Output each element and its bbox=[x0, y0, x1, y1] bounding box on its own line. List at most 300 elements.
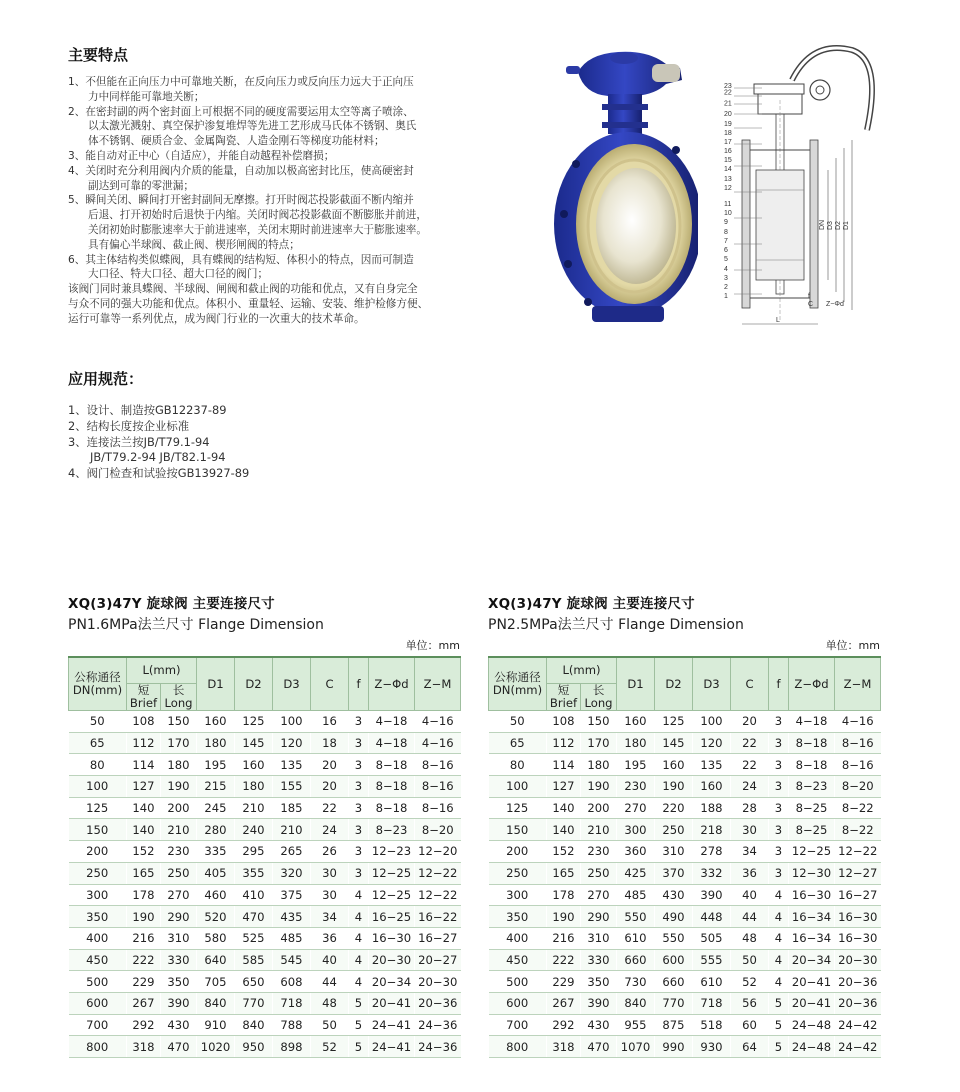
table-cell: 20 bbox=[311, 776, 349, 798]
table-cell: 185 bbox=[273, 797, 311, 819]
table-row bbox=[69, 862, 461, 884]
table-cell: 4−16 bbox=[835, 711, 881, 733]
table-cell: 435 bbox=[273, 906, 311, 928]
table-cell: 20−41 bbox=[369, 992, 415, 1014]
table-cell: 250 bbox=[161, 862, 197, 884]
table-cell: 3 bbox=[349, 797, 369, 819]
table-cell: 4 bbox=[349, 971, 369, 993]
table-cell: 65 bbox=[69, 732, 127, 754]
table-cell: 240 bbox=[235, 819, 273, 841]
table-row bbox=[69, 797, 461, 819]
table-cell: 230 bbox=[581, 841, 617, 863]
part-number: 22 bbox=[724, 89, 732, 97]
table-cell: 24−48 bbox=[789, 1036, 835, 1058]
table-cell: 875 bbox=[655, 1014, 693, 1036]
table-subtitle: PN1.6MPa法兰尺寸 Flange Dimension bbox=[68, 617, 324, 633]
table-cell: 190 bbox=[161, 776, 197, 798]
col-l-brief: 短 Brief bbox=[547, 684, 581, 711]
table-cell: 150 bbox=[581, 711, 617, 733]
table-row bbox=[489, 819, 881, 841]
table-cell: 610 bbox=[617, 927, 655, 949]
features-line: 力中同样能可靠地关断； bbox=[88, 90, 205, 103]
table-cell: 3 bbox=[349, 819, 369, 841]
table-cell: 270 bbox=[617, 797, 655, 819]
table-row bbox=[69, 1036, 461, 1058]
table-row bbox=[489, 971, 881, 993]
application-line: 2、结构长度按企业标准 bbox=[68, 418, 190, 433]
table-cell: 400 bbox=[69, 927, 127, 949]
table-cell: 112 bbox=[547, 732, 581, 754]
col-zm: Z−M bbox=[415, 657, 461, 711]
table-subtitle: PN2.5MPa法兰尺寸 Flange Dimension bbox=[488, 617, 744, 633]
table-cell: 505 bbox=[693, 927, 731, 949]
table-cell: 20−41 bbox=[789, 992, 835, 1014]
table-cell: 50 bbox=[731, 949, 769, 971]
table-cell: 50 bbox=[489, 711, 547, 733]
table-cell: 229 bbox=[547, 971, 581, 993]
table-cell: 12−25 bbox=[369, 884, 415, 906]
features-line: 6、其主体结构类似蝶阀，具有蝶阀的结构短、体积小的特点，因而可制造 bbox=[68, 253, 414, 266]
table-cell: 5 bbox=[769, 1036, 789, 1058]
dim-dn: DN bbox=[819, 219, 826, 230]
table-cell: 20 bbox=[311, 754, 349, 776]
features-line: 体不锈钢、硬质合金、金属陶瓷、人造金刚石等梯度功能材料； bbox=[88, 135, 385, 148]
table-cell: 700 bbox=[489, 1014, 547, 1036]
table-cell: 318 bbox=[547, 1036, 581, 1058]
table-cell: 660 bbox=[655, 971, 693, 993]
table-cell: 12−25 bbox=[369, 862, 415, 884]
table-cell: 4 bbox=[349, 884, 369, 906]
table-cell: 24−41 bbox=[369, 1014, 415, 1036]
table-row bbox=[489, 1036, 881, 1058]
col-d2: D2 bbox=[655, 657, 693, 711]
table-cell: 267 bbox=[547, 992, 581, 1014]
table-cell: 16−30 bbox=[369, 927, 415, 949]
table-cell: 44 bbox=[311, 971, 349, 993]
table-cell: 50 bbox=[311, 1014, 349, 1036]
table-cell: 610 bbox=[693, 971, 731, 993]
table-cell: 160 bbox=[617, 711, 655, 733]
table-row bbox=[69, 949, 461, 971]
table-cell: 190 bbox=[547, 906, 581, 928]
table-cell: 12−22 bbox=[835, 841, 881, 863]
table-cell: 48 bbox=[311, 992, 349, 1014]
table-cell: 22 bbox=[311, 797, 349, 819]
table-cell: 12−22 bbox=[415, 862, 461, 884]
table-cell: 108 bbox=[127, 711, 161, 733]
table-cell: 8−20 bbox=[415, 819, 461, 841]
table-cell: 8−18 bbox=[789, 732, 835, 754]
table-cell: 5 bbox=[349, 992, 369, 1014]
features-line: 以太激光溅射、真空保护渗复堆焊等先进工艺形成马氏体不锈钢、奥氏 bbox=[88, 120, 417, 133]
table-cell: 16 bbox=[311, 711, 349, 733]
table-cell: 229 bbox=[127, 971, 161, 993]
table-cell: 215 bbox=[197, 776, 235, 798]
dim-f: f bbox=[808, 293, 810, 300]
table-cell: 8−16 bbox=[835, 732, 881, 754]
table-cell: 4 bbox=[769, 906, 789, 928]
table-cell: 230 bbox=[161, 841, 197, 863]
part-number: 2 bbox=[724, 284, 728, 291]
table-cell: 4−18 bbox=[369, 711, 415, 733]
table-cell: 64 bbox=[731, 1036, 769, 1058]
table-cell: 520 bbox=[197, 906, 235, 928]
table-cell: 840 bbox=[235, 1014, 273, 1036]
table-row bbox=[489, 711, 881, 733]
application-line: 4、阀门检查和试验按GB13927-89 bbox=[68, 466, 250, 481]
table-cell: 36 bbox=[731, 862, 769, 884]
features-line: 具有偏心半球阀、截止阀、楔形闸阀的特点； bbox=[88, 238, 300, 251]
table-cell: 470 bbox=[581, 1036, 617, 1058]
features-line: 大口径、特大口径、超大口径的阀门； bbox=[88, 268, 269, 281]
part-number: 6 bbox=[724, 247, 728, 254]
col-d1: D1 bbox=[197, 657, 235, 711]
table-row bbox=[489, 862, 881, 884]
table-unit: 单位：mm bbox=[405, 639, 460, 652]
table-cell: 16−30 bbox=[835, 927, 881, 949]
table-cell: 24 bbox=[731, 776, 769, 798]
table-cell: 840 bbox=[197, 992, 235, 1014]
table-cell: 24−42 bbox=[835, 1014, 881, 1036]
table-cell: 350 bbox=[69, 906, 127, 928]
table-row bbox=[69, 927, 461, 949]
features-line: 该阀门同时兼具蝶阀、半球阀、闸阀和截止阀的功能和优点，又有自身完全 bbox=[68, 283, 418, 296]
part-number: 3 bbox=[724, 275, 728, 282]
table-cell: 460 bbox=[197, 884, 235, 906]
table-cell: 4−16 bbox=[415, 711, 461, 733]
table-cell: 12−22 bbox=[415, 884, 461, 906]
table-cell: 270 bbox=[161, 884, 197, 906]
table-cell: 8−16 bbox=[415, 754, 461, 776]
features-section bbox=[68, 44, 548, 327]
table-cell: 24−36 bbox=[415, 1014, 461, 1036]
part-number: 19 bbox=[724, 121, 732, 128]
table-row bbox=[69, 884, 461, 906]
table-cell: 4 bbox=[769, 971, 789, 993]
table-cell: 1070 bbox=[617, 1036, 655, 1058]
features-line: 4、关闭时充分利用阀内介质的能量，自动加以极高密封比压，使高硬密封 bbox=[68, 164, 414, 177]
table-cell: 3 bbox=[769, 841, 789, 863]
table-cell: 4−18 bbox=[369, 732, 415, 754]
table-cell: 8−18 bbox=[369, 776, 415, 798]
table-cell: 300 bbox=[69, 884, 127, 906]
table-cell: 485 bbox=[617, 884, 655, 906]
table-cell: 450 bbox=[69, 949, 127, 971]
table-cell: 580 bbox=[197, 927, 235, 949]
table-row bbox=[489, 841, 881, 863]
table-cell: 222 bbox=[127, 949, 161, 971]
table-cell: 16−34 bbox=[789, 927, 835, 949]
table-cell: 20−36 bbox=[835, 971, 881, 993]
table-cell: 3 bbox=[349, 732, 369, 754]
table-cell: 20−34 bbox=[369, 971, 415, 993]
features-line: 2、在密封副的两个密封面上可根据不同的硬度需要运用太空等离子喷涂、 bbox=[68, 105, 414, 118]
table-cell: 52 bbox=[731, 971, 769, 993]
table-cell: 8−22 bbox=[835, 797, 881, 819]
table-cell: 100 bbox=[693, 711, 731, 733]
part-number: 5 bbox=[724, 256, 728, 263]
table-cell: 300 bbox=[617, 819, 655, 841]
table-cell: 390 bbox=[161, 992, 197, 1014]
table-cell: 120 bbox=[693, 732, 731, 754]
table-cell: 216 bbox=[547, 927, 581, 949]
table-row bbox=[69, 776, 461, 798]
table-cell: 222 bbox=[547, 949, 581, 971]
table-cell: 290 bbox=[581, 906, 617, 928]
part-number: 7 bbox=[724, 238, 728, 245]
table-cell: 8−23 bbox=[789, 776, 835, 798]
features-line: 副达到可靠的零泄漏； bbox=[88, 179, 194, 192]
table-cell: 490 bbox=[655, 906, 693, 928]
table-cell: 12−30 bbox=[789, 862, 835, 884]
table-row bbox=[489, 1014, 881, 1036]
table-cell: 22 bbox=[731, 732, 769, 754]
table-cell: 216 bbox=[127, 927, 161, 949]
table-cell: 730 bbox=[617, 971, 655, 993]
table-cell: 292 bbox=[547, 1014, 581, 1036]
table-cell: 292 bbox=[127, 1014, 161, 1036]
table-cell: 3 bbox=[769, 776, 789, 798]
table-cell: 600 bbox=[489, 992, 547, 1014]
table-title: XQ(3)47Y 旋球阀 主要连接尺寸 bbox=[488, 596, 695, 612]
part-number: 10 bbox=[724, 210, 732, 217]
table-cell: 26 bbox=[311, 841, 349, 863]
table-cell: 8−20 bbox=[835, 776, 881, 798]
features-line: 1、不但能在正向压力中可靠地关断，在反向压力或反向压力远大于正向压 bbox=[68, 76, 414, 88]
table-cell: 448 bbox=[693, 906, 731, 928]
table-cell: 390 bbox=[581, 992, 617, 1014]
table-cell: 230 bbox=[617, 776, 655, 798]
col-z: Z−Φd bbox=[369, 657, 415, 711]
table-cell: 950 bbox=[235, 1036, 273, 1058]
table-cell: 178 bbox=[547, 884, 581, 906]
table-cell: 170 bbox=[161, 732, 197, 754]
table-cell: 65 bbox=[489, 732, 547, 754]
table-cell: 840 bbox=[617, 992, 655, 1014]
part-number: 12 bbox=[724, 185, 732, 192]
table-cell: 350 bbox=[581, 971, 617, 993]
table-cell: 1020 bbox=[197, 1036, 235, 1058]
table-cell: 608 bbox=[273, 971, 311, 993]
table-cell: 20−30 bbox=[369, 949, 415, 971]
table-row bbox=[69, 754, 461, 776]
table-cell: 200 bbox=[161, 797, 197, 819]
table-cell: 335 bbox=[197, 841, 235, 863]
table-cell: 5 bbox=[349, 1036, 369, 1058]
table-cell: 8−25 bbox=[789, 819, 835, 841]
table-cell: 470 bbox=[161, 1036, 197, 1058]
table-cell: 114 bbox=[547, 754, 581, 776]
table-cell: 155 bbox=[273, 776, 311, 798]
table-cell: 290 bbox=[161, 906, 197, 928]
table-cell: 150 bbox=[69, 819, 127, 841]
part-number: 9 bbox=[724, 219, 728, 226]
table-row bbox=[489, 906, 881, 928]
col-d1: D1 bbox=[617, 657, 655, 711]
table-cell: 4 bbox=[769, 949, 789, 971]
table-cell: 145 bbox=[655, 732, 693, 754]
table-cell: 140 bbox=[547, 819, 581, 841]
dim-z: Z−Φd bbox=[826, 301, 844, 308]
table-cell: 4−16 bbox=[415, 732, 461, 754]
table-cell: 8−16 bbox=[415, 776, 461, 798]
table-cell: 525 bbox=[235, 927, 273, 949]
table-cell: 555 bbox=[693, 949, 731, 971]
table-cell: 245 bbox=[197, 797, 235, 819]
table-cell: 160 bbox=[693, 776, 731, 798]
table-cell: 190 bbox=[655, 776, 693, 798]
table-cell: 210 bbox=[273, 819, 311, 841]
table-cell: 550 bbox=[655, 927, 693, 949]
table-cell: 140 bbox=[127, 819, 161, 841]
table-row bbox=[69, 906, 461, 928]
table-cell: 3 bbox=[349, 711, 369, 733]
table-cell: 450 bbox=[489, 949, 547, 971]
table-row bbox=[489, 754, 881, 776]
table-cell: 188 bbox=[693, 797, 731, 819]
table-cell: 3 bbox=[769, 862, 789, 884]
table-cell: 8−16 bbox=[415, 797, 461, 819]
part-number: 21 bbox=[724, 100, 732, 108]
table-title: XQ(3)47Y 旋球阀 主要连接尺寸 bbox=[68, 596, 275, 612]
table-cell: 410 bbox=[235, 884, 273, 906]
table-cell: 114 bbox=[127, 754, 161, 776]
table-cell: 44 bbox=[731, 906, 769, 928]
table-cell: 660 bbox=[617, 949, 655, 971]
table-cell: 48 bbox=[731, 927, 769, 949]
table-cell: 930 bbox=[693, 1036, 731, 1058]
table-cell: 125 bbox=[655, 711, 693, 733]
dim-d2: D2 bbox=[835, 221, 842, 230]
table-cell: 140 bbox=[127, 797, 161, 819]
table-cell: 3 bbox=[769, 797, 789, 819]
table-cell: 16−22 bbox=[415, 906, 461, 928]
table-cell: 4−18 bbox=[789, 711, 835, 733]
table-cell: 8−18 bbox=[369, 797, 415, 819]
col-dn: 公称通径 DN(mm) bbox=[489, 657, 547, 711]
table-cell: 370 bbox=[655, 862, 693, 884]
table-cell: 8−16 bbox=[835, 754, 881, 776]
table-cell: 218 bbox=[693, 819, 731, 841]
table-cell: 12−25 bbox=[789, 841, 835, 863]
table-cell: 200 bbox=[489, 841, 547, 863]
table-cell: 800 bbox=[489, 1036, 547, 1058]
table-row bbox=[489, 797, 881, 819]
table-cell: 165 bbox=[547, 862, 581, 884]
table-cell: 200 bbox=[69, 841, 127, 863]
table-cell: 470 bbox=[235, 906, 273, 928]
table-row bbox=[69, 1014, 461, 1036]
dim-c: C bbox=[808, 301, 814, 308]
table-cell: 8−22 bbox=[835, 819, 881, 841]
table-cell: 16−34 bbox=[789, 906, 835, 928]
table-cell: 160 bbox=[235, 754, 273, 776]
table-cell: 310 bbox=[161, 927, 197, 949]
table-cell: 250 bbox=[655, 819, 693, 841]
table-cell: 12−27 bbox=[835, 862, 881, 884]
table-cell: 375 bbox=[273, 884, 311, 906]
table-cell: 718 bbox=[273, 992, 311, 1014]
table-cell: 140 bbox=[547, 797, 581, 819]
table-cell: 3 bbox=[349, 862, 369, 884]
table-cell: 24−41 bbox=[369, 1036, 415, 1058]
table-cell: 518 bbox=[693, 1014, 731, 1036]
table-cell: 430 bbox=[581, 1014, 617, 1036]
table-cell: 278 bbox=[693, 841, 731, 863]
table-cell: 100 bbox=[489, 776, 547, 798]
table-cell: 18 bbox=[311, 732, 349, 754]
col-l-brief: 短 Brief bbox=[127, 684, 161, 711]
table-cell: 150 bbox=[161, 711, 197, 733]
table-row bbox=[489, 776, 881, 798]
table-cell: 24−48 bbox=[789, 1014, 835, 1036]
table-cell: 125 bbox=[489, 797, 547, 819]
table-cell: 34 bbox=[311, 906, 349, 928]
part-number: 14 bbox=[724, 166, 732, 173]
col-f: f bbox=[769, 657, 789, 711]
table-cell: 770 bbox=[235, 992, 273, 1014]
table-unit: 单位：mm bbox=[825, 639, 880, 652]
part-number: 20 bbox=[724, 111, 732, 118]
valve-photo bbox=[548, 44, 698, 324]
table-row bbox=[69, 841, 461, 863]
table-cell: 650 bbox=[235, 971, 273, 993]
table-cell: 350 bbox=[161, 971, 197, 993]
table-row bbox=[69, 992, 461, 1014]
table-cell: 190 bbox=[581, 776, 617, 798]
table-cell: 400 bbox=[489, 927, 547, 949]
part-number: 8 bbox=[724, 229, 728, 236]
table-cell: 320 bbox=[273, 862, 311, 884]
part-number: 18 bbox=[724, 130, 732, 137]
table-cell: 250 bbox=[69, 862, 127, 884]
table-cell: 16−25 bbox=[369, 906, 415, 928]
table-cell: 3 bbox=[349, 776, 369, 798]
table-cell: 80 bbox=[489, 754, 547, 776]
table-cell: 20 bbox=[731, 711, 769, 733]
col-f: f bbox=[349, 657, 369, 711]
table-cell: 250 bbox=[581, 862, 617, 884]
table-cell: 310 bbox=[655, 841, 693, 863]
application-line: 1、设计、制造按GB12237-89 bbox=[68, 403, 227, 417]
table-cell: 210 bbox=[235, 797, 273, 819]
table-cell: 405 bbox=[197, 862, 235, 884]
table-cell: 36 bbox=[311, 927, 349, 949]
table-cell: 300 bbox=[489, 884, 547, 906]
table-cell: 180 bbox=[581, 754, 617, 776]
part-number: 16 bbox=[724, 148, 732, 155]
table-row bbox=[69, 732, 461, 754]
table-cell: 210 bbox=[581, 819, 617, 841]
table-cell: 355 bbox=[235, 862, 273, 884]
part-number: 17 bbox=[724, 139, 732, 146]
features-line: 5、瞬间关闭、瞬间打开密封副间无摩擦。打开时阀芯投影截面不断内缩并 bbox=[68, 194, 414, 207]
table-cell: 350 bbox=[489, 906, 547, 928]
col-zm: Z−M bbox=[835, 657, 881, 711]
table-cell: 390 bbox=[693, 884, 731, 906]
table-cell: 20−30 bbox=[415, 971, 461, 993]
table-cell: 310 bbox=[581, 927, 617, 949]
table-cell: 430 bbox=[655, 884, 693, 906]
table-cell: 16−27 bbox=[415, 927, 461, 949]
table-cell: 220 bbox=[655, 797, 693, 819]
table-cell: 267 bbox=[127, 992, 161, 1014]
features-line: 后退、打开初始时后退快于内缩。关闭时阀芯投影截面不断膨胀并前进， bbox=[88, 209, 427, 222]
table-cell: 34 bbox=[731, 841, 769, 863]
table-cell: 195 bbox=[197, 754, 235, 776]
table-row bbox=[489, 884, 881, 906]
part-number: 4 bbox=[724, 266, 728, 273]
